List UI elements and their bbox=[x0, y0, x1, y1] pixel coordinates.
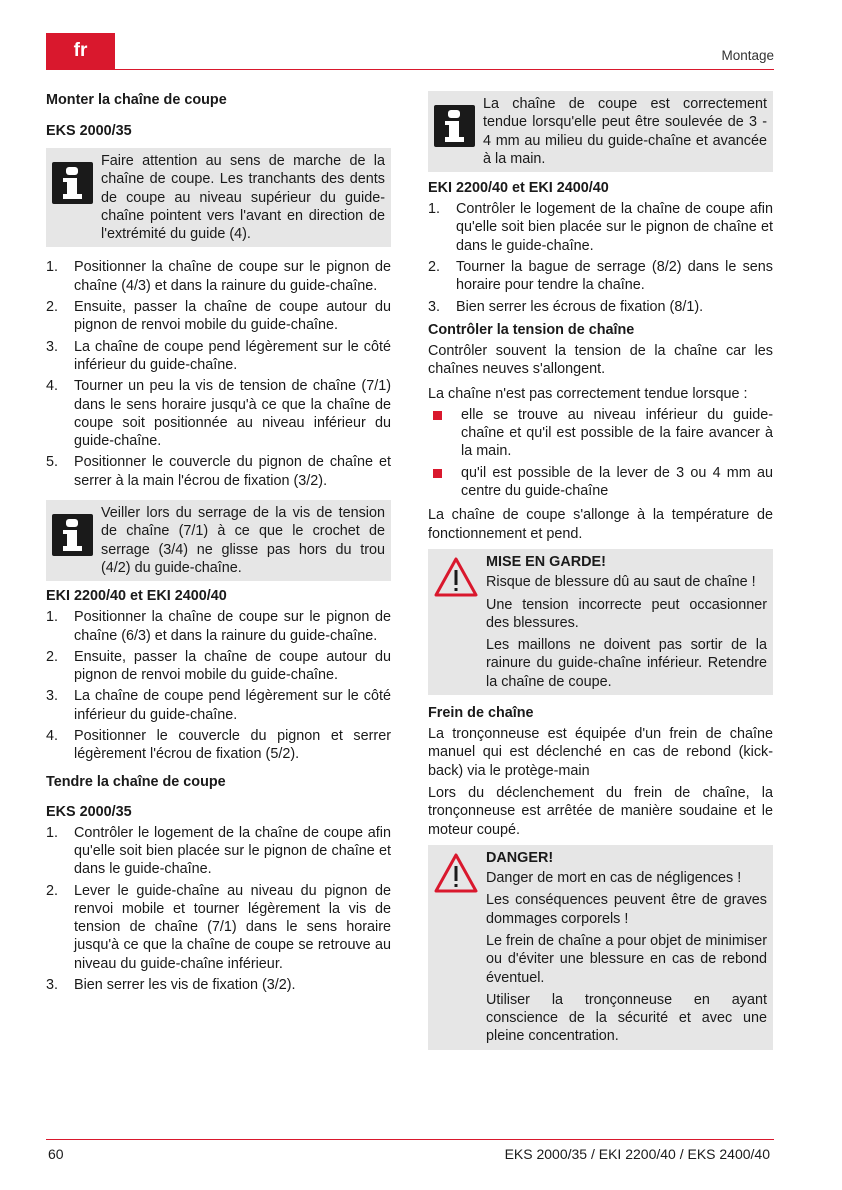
list-item: 5. Positionner le couvercle du pignon de chaîne et serrer à la main l'écrou de fixation (3/2). bbox=[46, 454, 391, 489]
steps-list bbox=[46, 608, 391, 763]
list-item: 4. Positionner le couvercle du pignon et serrer légèrement l'écrou de fixation (5/2). bbox=[46, 728, 391, 763]
info-text: Faire attention au sens de marche de la chaîne de coupe. Les tranchants des dents de coupe au niveau supérieur du guide-chaîne pointent vers l'avant en direction de l'extrémité du guide (4). bbox=[101, 153, 385, 243]
list-item: 1. Contrôler le logement de la chaîne de coupe afin qu'elle soit bien placée sur le pignon de chaîne et dans le guide-chaîne. bbox=[46, 824, 391, 878]
list-item: qu'il est possible de la lever de 3 ou 4 mm au centre du guide-chaîne bbox=[428, 464, 773, 501]
info-text: Veiller lors du serrage de la vis de tension de chaîne (7/1) à ce que le crochet de serrage (3/4) ne glisse pas hors du trou (4/2) du guide-chaîne. bbox=[101, 505, 385, 576]
heading-chain-brake: Frein de chaîne bbox=[428, 705, 534, 722]
model-heading-eki: EKI 2200/40 et EKI 2400/40 bbox=[46, 588, 227, 605]
model-heading-eks2000: EKS 2000/35 bbox=[46, 803, 132, 820]
steps-list bbox=[428, 200, 773, 316]
heading-mount-chain: Monter la chaîne de coupe bbox=[46, 92, 227, 108]
steps-list bbox=[46, 258, 391, 490]
section-label: Montage bbox=[721, 48, 774, 63]
model-heading-eks2000: EKS 2000/35 bbox=[46, 123, 132, 139]
danger-line: Danger de mort en cas de négligences ! bbox=[486, 870, 742, 887]
info-box bbox=[46, 148, 391, 247]
warning-line: Les maillons ne doivent pas sortir de la rainure du guide-chaîne inférieur. Retendre la chaîne de coupe. bbox=[486, 637, 767, 690]
info-text: La chaîne de coupe est correctement tendue lorsqu'elle peut être soulevée de 3 - 4 mm au milieu du guide-chaîne et avancée à la main. bbox=[483, 96, 767, 167]
page-number: 60 bbox=[48, 1146, 64, 1162]
paragraph: La tronçonneuse est équipée d'un frein de chaîne manuel qui est déclenché en cas de rebond (kick-back) via le protège-main bbox=[428, 726, 773, 779]
warning-line: Une tension incorrecte peut occasionner des blessures. bbox=[486, 596, 767, 631]
info-box bbox=[46, 500, 391, 581]
warning-line: Risque de blessure dû au saut de chaîne ! bbox=[486, 574, 756, 591]
danger-box bbox=[428, 845, 773, 1050]
info-icon bbox=[434, 105, 475, 147]
info-icon bbox=[52, 162, 93, 204]
paragraph: Contrôler souvent la tension de la chaîne car les chaînes neuves s'allongent. bbox=[428, 342, 773, 378]
header-divider bbox=[46, 69, 774, 70]
list-item: 3. Bien serrer les vis de fixation (3/2). bbox=[46, 976, 296, 993]
list-item: elle se trouve au niveau inférieur du guide-chaîne et qu'il est possible de la faire avancer à la main. bbox=[428, 406, 773, 461]
list-item: 2. Tourner la bague de serrage (8/2) dans le sens horaire pour tendre la chaîne. bbox=[428, 259, 773, 294]
bullet-list bbox=[428, 406, 773, 500]
bullet-square-icon bbox=[433, 411, 442, 420]
danger-line: Le frein de chaîne a pour objet de minimiser ou d'éviter une blessure en cas de rebond éventuel. bbox=[486, 932, 767, 986]
warning-title: MISE EN GARDE! bbox=[486, 553, 606, 570]
footer-divider bbox=[46, 1139, 774, 1140]
danger-title: DANGER! bbox=[486, 849, 554, 866]
language-tab: fr bbox=[46, 33, 115, 70]
danger-content bbox=[486, 849, 767, 1046]
list-item: 3. La chaîne de coupe pend légèrement sur le côté inférieur du guide-chaîne. bbox=[46, 338, 391, 373]
info-icon bbox=[52, 514, 93, 556]
heading-check-tension: Contrôler la tension de chaîne bbox=[428, 321, 635, 338]
paragraph: Lors du déclenchement du frein de chaîne, la tronçonneuse est arrêtée de manière soudaine et le moteur coupé. bbox=[428, 784, 773, 838]
warning-content bbox=[486, 553, 767, 691]
paragraph: La chaîne de coupe s'allonge à la température de fonctionnement et pend. bbox=[428, 507, 773, 542]
danger-triangle-icon bbox=[434, 853, 478, 893]
list-item: 2. Ensuite, passer la chaîne de coupe autour du pignon de renvoi mobile du guide-chaîne. bbox=[46, 648, 391, 684]
list-item: 1. Contrôler le logement de la chaîne de coupe afin qu'elle soit bien placée sur le pignon de chaîne et dans le guide-chaîne. bbox=[428, 201, 773, 254]
heading-tension-chain: Tendre la chaîne de coupe bbox=[46, 773, 226, 790]
danger-line: Utiliser la tronçonneuse en ayant conscience de la sécurité et avec une pleine concentration. bbox=[486, 991, 767, 1045]
steps-list bbox=[46, 824, 391, 995]
list-item: 1. Positionner la chaîne de coupe sur le pignon de chaîne (6/3) et dans la rainure du guide-chaîne. bbox=[46, 609, 391, 644]
right-column bbox=[428, 91, 773, 1050]
list-item: 2. Ensuite, passer la chaîne de coupe autour du pignon de renvoi mobile du guide-chaîne. bbox=[46, 299, 391, 334]
left-column bbox=[46, 91, 391, 994]
list-item: 3. La chaîne de coupe pend légèrement sur le côté inférieur du guide-chaîne. bbox=[46, 688, 391, 723]
list-item: 1. Positionner la chaîne de coupe sur le pignon de chaîne (4/3) et dans la rainure du guide-chaîne. bbox=[46, 259, 391, 294]
bullet-square-icon bbox=[433, 469, 442, 478]
warning-box bbox=[428, 549, 773, 695]
footer-title: EKS 2000/35 / EKI 2200/40 / EKS 2400/40 bbox=[504, 1146, 770, 1162]
list-item: 2. Lever le guide-chaîne au niveau du pignon de renvoi mobile et tourner légèrement la vis de tension de chaîne (7/1) dans le sens horaire jusqu'à ce que la chaîne de coupe se retrouve au niveau du guide-chaîne inférieur. bbox=[46, 882, 391, 972]
danger-line: Les conséquences peuvent être de graves dommages corporels ! bbox=[486, 892, 767, 927]
paragraph: La chaîne n'est pas correctement tendue lorsque : bbox=[428, 385, 748, 402]
warning-triangle-icon bbox=[434, 557, 478, 597]
list-item: 4. Tourner un peu la vis de tension de chaîne (7/1) dans le sens horaire jusqu'à ce que la chaîne de coupe soit positionnée au niveau inférieur du guide-chaîne. bbox=[46, 378, 391, 450]
info-box bbox=[428, 91, 773, 172]
model-heading-eki: EKI 2200/40 et EKI 2400/40 bbox=[428, 180, 609, 197]
list-item: 3. Bien serrer les écrous de fixation (8/1). bbox=[428, 298, 704, 315]
